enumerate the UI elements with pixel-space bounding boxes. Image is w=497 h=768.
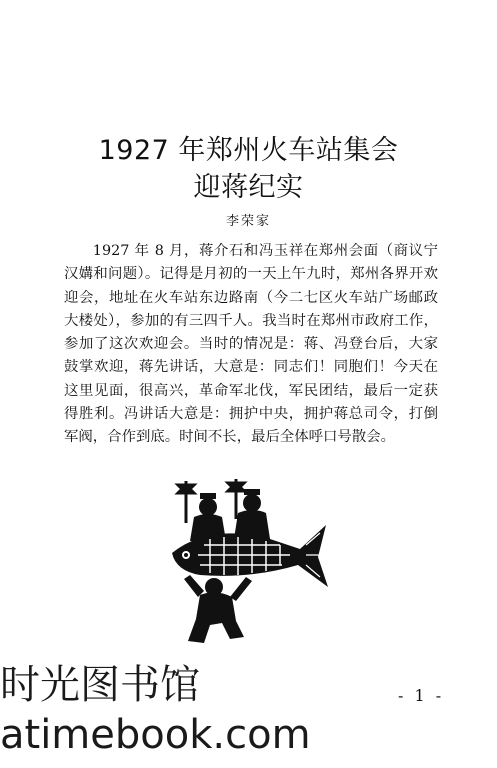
watermark-url: atimebook.com [0, 712, 311, 758]
author-name: 李荣家 [225, 214, 271, 229]
page-number: - 1 - [398, 686, 445, 705]
page-title-line-2: 迎蒋纪实 [193, 172, 304, 204]
watermark-site-name: 时光图书馆 [0, 662, 200, 708]
page-title-line-1: 1927 年郑州火车站集会 [98, 135, 399, 167]
papercut-fish-figures-icon [170, 475, 330, 645]
body-paragraph: 1927 年 8 月，蒋介石和冯玉祥在郑州会面（商议宁汉媾和问题）。记得是月初的一天上午九时，郑州各界开欢迎会，地址在火车站东边路南（今二七区火车站广场邮政大楼处），参加的有三四千人。我当时在郑州市政府工作，参加了这次欢迎会。当时的情况是：蒋、冯登台后，大家鼓掌欢迎，蒋先讲话，大意是：同志们！同胞们！今天在这里见面，很高兴，革命军北伐，军民团结，最后一定获得胜利。冯讲话大意是：拥护中央，拥护蒋总司令，打倒军阀，合作到底。时间不长，最后全体呼口号散会。 [64, 243, 438, 446]
